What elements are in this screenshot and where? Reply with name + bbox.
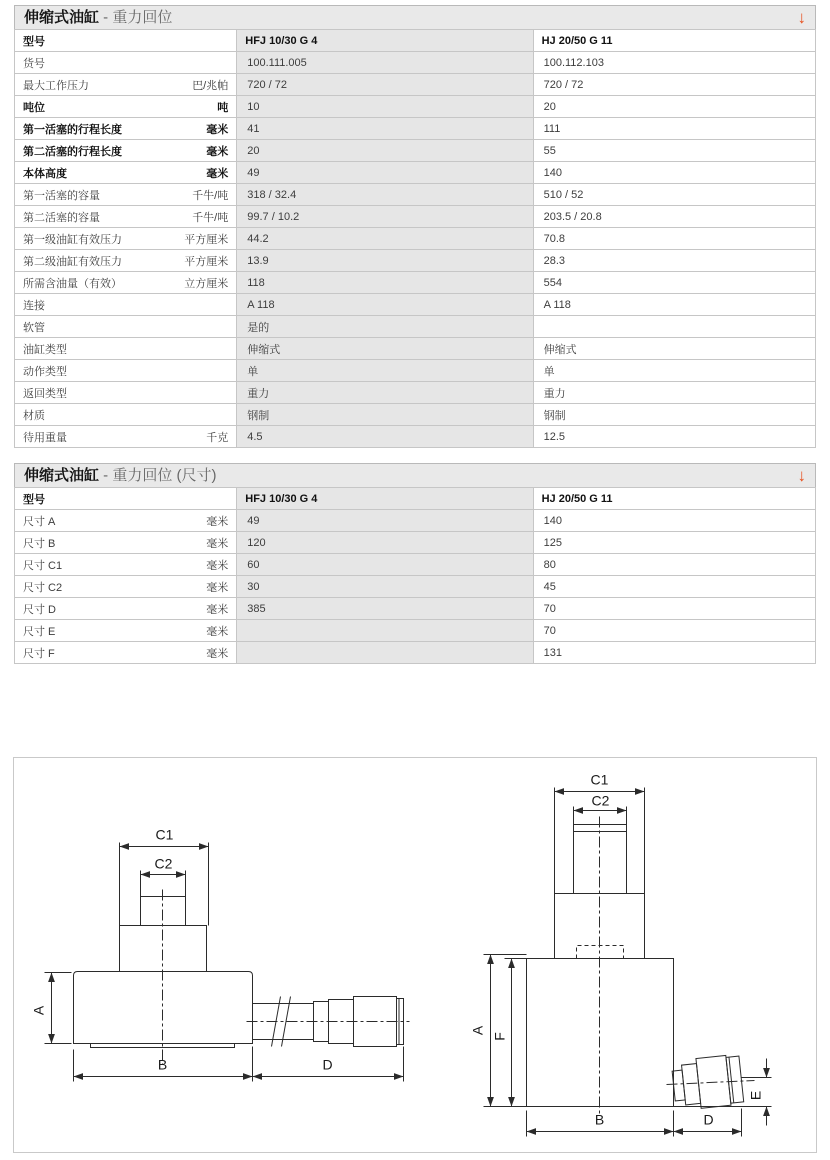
spec-value-col2 bbox=[533, 316, 815, 338]
spec-value-col2: 70.8 bbox=[533, 228, 815, 250]
table-row bbox=[15, 52, 816, 74]
spec-unit: 千牛/吨 bbox=[192, 189, 229, 202]
spec-label: 最大工作压力 bbox=[23, 79, 89, 92]
spec-value-col1: 60 bbox=[237, 554, 533, 576]
spec-value-col1: A 118 bbox=[237, 294, 533, 316]
dim-label-f: F bbox=[491, 1032, 508, 1041]
model-col1-header: HFJ 10/30 G 4 bbox=[237, 30, 533, 52]
spec-table-gravity-return bbox=[14, 5, 816, 448]
spec-value-col1: 20 bbox=[237, 140, 533, 162]
download-arrow-icon[interactable]: ↓ bbox=[797, 466, 806, 485]
spec-unit: 平方厘米 bbox=[184, 255, 229, 268]
spec-value-col1: 720 / 72 bbox=[237, 74, 533, 96]
spec-value-col2: 554 bbox=[533, 272, 815, 294]
model-header: 型号 bbox=[15, 488, 237, 510]
spec-label: 尺寸 B bbox=[23, 537, 56, 550]
spec-label: 第二级油缸有效压力 bbox=[23, 255, 122, 268]
spec-value-col1: 钢制 bbox=[237, 404, 533, 426]
table-row bbox=[15, 316, 816, 338]
spec-label: 本体高度 bbox=[23, 167, 67, 180]
spec-value-col2: A 118 bbox=[533, 294, 815, 316]
table-row bbox=[15, 96, 816, 118]
spec-label: 尺寸 E bbox=[23, 625, 56, 638]
spec-label-cell bbox=[15, 338, 237, 360]
spec-value-col2: 70 bbox=[533, 598, 815, 620]
table-row bbox=[15, 162, 816, 184]
table-row bbox=[15, 532, 816, 554]
spec-value-col1: 30 bbox=[237, 576, 533, 598]
download-arrow-icon[interactable]: ↓ bbox=[797, 8, 806, 27]
table-row bbox=[15, 118, 816, 140]
dim-label-c1: C1 bbox=[155, 826, 174, 843]
table-header-row bbox=[15, 30, 816, 52]
spec-label-cell bbox=[15, 510, 237, 532]
spec-value-col2: 重力 bbox=[533, 382, 815, 404]
spec-table-2 bbox=[14, 487, 816, 664]
dim-label-c2: C2 bbox=[154, 855, 173, 872]
table-row bbox=[15, 360, 816, 382]
spec-value-col1: 120 bbox=[237, 532, 533, 554]
dim-label-c2: C2 bbox=[591, 792, 610, 809]
spec-value-col2: 140 bbox=[533, 162, 815, 184]
spec-table-dimensions bbox=[14, 463, 816, 664]
spec-value-col1: 99.7 / 10.2 bbox=[237, 206, 533, 228]
table-row bbox=[15, 250, 816, 272]
spec-value-col2: 131 bbox=[533, 642, 815, 664]
spec-label-cell bbox=[15, 360, 237, 382]
spec-label-cell bbox=[15, 426, 237, 448]
spec-unit: 毫米 bbox=[206, 647, 229, 660]
table-header-row bbox=[15, 488, 816, 510]
dim-label-c1: C1 bbox=[590, 771, 609, 788]
spec-value-col2: 28.3 bbox=[533, 250, 815, 272]
table2-title-bold: 伸缩式油缸 bbox=[24, 467, 100, 484]
table-row bbox=[15, 510, 816, 532]
spec-value-col1: 118 bbox=[237, 272, 533, 294]
spec-label: 连接 bbox=[23, 299, 45, 312]
spec-label-cell bbox=[15, 74, 237, 96]
spec-label-cell bbox=[15, 642, 237, 664]
table-row bbox=[15, 338, 816, 360]
spec-label-cell bbox=[15, 250, 237, 272]
spec-label: 尺寸 D bbox=[23, 603, 56, 616]
spec-value-col2: 55 bbox=[533, 140, 815, 162]
spec-value-col2: 45 bbox=[533, 576, 815, 598]
spec-value-col1 bbox=[237, 620, 533, 642]
table-row bbox=[15, 620, 816, 642]
spec-label: 第二活塞的容量 bbox=[23, 211, 100, 224]
spec-label: 返回类型 bbox=[23, 387, 67, 400]
spec-label-cell bbox=[15, 206, 237, 228]
spec-label-cell bbox=[15, 316, 237, 338]
spec-label-cell bbox=[15, 272, 237, 294]
spec-value-col2: 100.112.103 bbox=[533, 52, 815, 74]
spec-label-cell bbox=[15, 162, 237, 184]
spec-value-col2: 140 bbox=[533, 510, 815, 532]
spec-value-col2: 伸缩式 bbox=[533, 338, 815, 360]
spec-unit: 毫米 bbox=[206, 559, 229, 572]
spec-value-col2: 12.5 bbox=[533, 426, 815, 448]
spec-label: 尺寸 A bbox=[23, 515, 56, 528]
spec-label-cell bbox=[15, 404, 237, 426]
table-row bbox=[15, 404, 816, 426]
spec-unit: 立方厘米 bbox=[184, 277, 229, 290]
spec-label: 吨位 bbox=[23, 101, 45, 114]
spec-unit: 千克 bbox=[206, 431, 229, 444]
spec-unit: 千牛/吨 bbox=[192, 211, 229, 224]
table-row bbox=[15, 382, 816, 404]
dimension-drawing-panel bbox=[13, 757, 817, 1153]
drawing-right-cylinder bbox=[470, 772, 772, 1137]
spec-value-col2: 单 bbox=[533, 360, 815, 382]
spec-unit: 毫米 bbox=[206, 167, 229, 180]
spec-unit: 巴/兆帕 bbox=[192, 79, 229, 92]
table1-title-rest: - 重力回位 bbox=[99, 9, 173, 26]
spec-label: 待用重量 bbox=[23, 431, 67, 444]
dim-label-a: A bbox=[469, 1025, 486, 1036]
spec-label: 所需含油量（有效） bbox=[23, 277, 122, 290]
spec-label-cell bbox=[15, 554, 237, 576]
spec-label-cell bbox=[15, 52, 237, 74]
spec-label-cell bbox=[15, 118, 237, 140]
spec-label: 第一活塞的容量 bbox=[23, 189, 100, 202]
spec-value-col1: 385 bbox=[237, 598, 533, 620]
spec-unit: 毫米 bbox=[206, 145, 229, 158]
spec-label-cell bbox=[15, 140, 237, 162]
table-row bbox=[15, 228, 816, 250]
table-row bbox=[15, 426, 816, 448]
spec-unit: 毫米 bbox=[206, 625, 229, 638]
dim-label-b: B bbox=[157, 1056, 168, 1073]
spec-value-col1: 318 / 32.4 bbox=[237, 184, 533, 206]
dimension-drawing bbox=[14, 758, 816, 1152]
spec-value-col1: 13.9 bbox=[237, 250, 533, 272]
spec-unit: 毫米 bbox=[206, 537, 229, 550]
spec-value-col1: 44.2 bbox=[237, 228, 533, 250]
spec-label: 尺寸 C2 bbox=[23, 581, 63, 594]
spec-label-cell bbox=[15, 382, 237, 404]
spec-value-col1: 是的 bbox=[237, 316, 533, 338]
spec-value-col1 bbox=[237, 642, 533, 664]
spec-value-col2: 80 bbox=[533, 554, 815, 576]
spec-label: 第二活塞的行程长度 bbox=[23, 145, 122, 158]
table-row bbox=[15, 642, 816, 664]
spec-value-col2: 20 bbox=[533, 96, 815, 118]
table-row bbox=[15, 74, 816, 96]
spec-unit: 毫米 bbox=[206, 581, 229, 594]
spec-label-cell bbox=[15, 532, 237, 554]
spec-label: 动作类型 bbox=[23, 365, 67, 378]
spec-table-1 bbox=[14, 29, 816, 448]
model-header: 型号 bbox=[15, 30, 237, 52]
spec-label: 尺寸 C1 bbox=[23, 559, 63, 572]
spec-label: 尺寸 F bbox=[23, 647, 55, 660]
spec-value-col2: 203.5 / 20.8 bbox=[533, 206, 815, 228]
dim-label-e: E bbox=[747, 1090, 764, 1101]
spec-label-cell bbox=[15, 598, 237, 620]
spec-value-col1: 4.5 bbox=[237, 426, 533, 448]
table-row bbox=[15, 140, 816, 162]
table-row bbox=[15, 184, 816, 206]
drawing-left-cylinder bbox=[31, 827, 410, 1082]
spec-label: 货号 bbox=[23, 57, 45, 70]
spec-value-col1: 49 bbox=[237, 162, 533, 184]
spec-label: 第一级油缸有效压力 bbox=[23, 233, 122, 246]
dim-label-d: D bbox=[703, 1111, 714, 1128]
dim-label-d: D bbox=[322, 1056, 333, 1073]
spec-value-col2: 125 bbox=[533, 532, 815, 554]
table-row bbox=[15, 576, 816, 598]
table1-title-bar bbox=[14, 5, 816, 29]
spec-label-cell bbox=[15, 228, 237, 250]
spec-value-col2: 111 bbox=[533, 118, 815, 140]
model-col1-header: HFJ 10/30 G 4 bbox=[237, 488, 533, 510]
spec-value-col1: 41 bbox=[237, 118, 533, 140]
dim-label-a: A bbox=[30, 1005, 47, 1016]
spec-value-col1: 伸缩式 bbox=[237, 338, 533, 360]
spec-value-col2: 钢制 bbox=[533, 404, 815, 426]
table1-title-bold: 伸缩式油缸 bbox=[24, 9, 100, 26]
spec-unit: 吨 bbox=[217, 101, 229, 114]
spec-label-cell bbox=[15, 96, 237, 118]
spec-value-col1: 10 bbox=[237, 96, 533, 118]
table-row bbox=[15, 598, 816, 620]
spec-label: 油缸类型 bbox=[23, 343, 67, 356]
table-row bbox=[15, 206, 816, 228]
spec-value-col2: 70 bbox=[533, 620, 815, 642]
table2-title-rest: - 重力回位 (尺寸) bbox=[99, 467, 217, 484]
dim-label-b: B bbox=[594, 1111, 605, 1128]
model-col2-header: HJ 20/50 G 11 bbox=[533, 488, 815, 510]
spec-unit: 平方厘米 bbox=[184, 233, 229, 246]
spec-value-col2: 720 / 72 bbox=[533, 74, 815, 96]
spec-value-col1: 单 bbox=[237, 360, 533, 382]
spec-label-cell bbox=[15, 294, 237, 316]
spec-label-cell bbox=[15, 620, 237, 642]
table-row bbox=[15, 294, 816, 316]
spec-label-cell bbox=[15, 184, 237, 206]
model-col2-header: HJ 20/50 G 11 bbox=[533, 30, 815, 52]
spec-unit: 毫米 bbox=[206, 603, 229, 616]
spec-value-col2: 510 / 52 bbox=[533, 184, 815, 206]
spec-label: 材质 bbox=[23, 409, 45, 422]
spec-unit: 毫米 bbox=[206, 123, 229, 136]
table-row bbox=[15, 272, 816, 294]
table2-title-bar bbox=[14, 463, 816, 487]
spec-value-col1: 重力 bbox=[237, 382, 533, 404]
spec-value-col1: 100.111.005 bbox=[237, 52, 533, 74]
spec-label: 第一活塞的行程长度 bbox=[23, 123, 122, 136]
table-row bbox=[15, 554, 816, 576]
spec-label-cell bbox=[15, 576, 237, 598]
spec-unit: 毫米 bbox=[206, 515, 229, 528]
spec-label: 软管 bbox=[23, 321, 45, 334]
spec-value-col1: 49 bbox=[237, 510, 533, 532]
